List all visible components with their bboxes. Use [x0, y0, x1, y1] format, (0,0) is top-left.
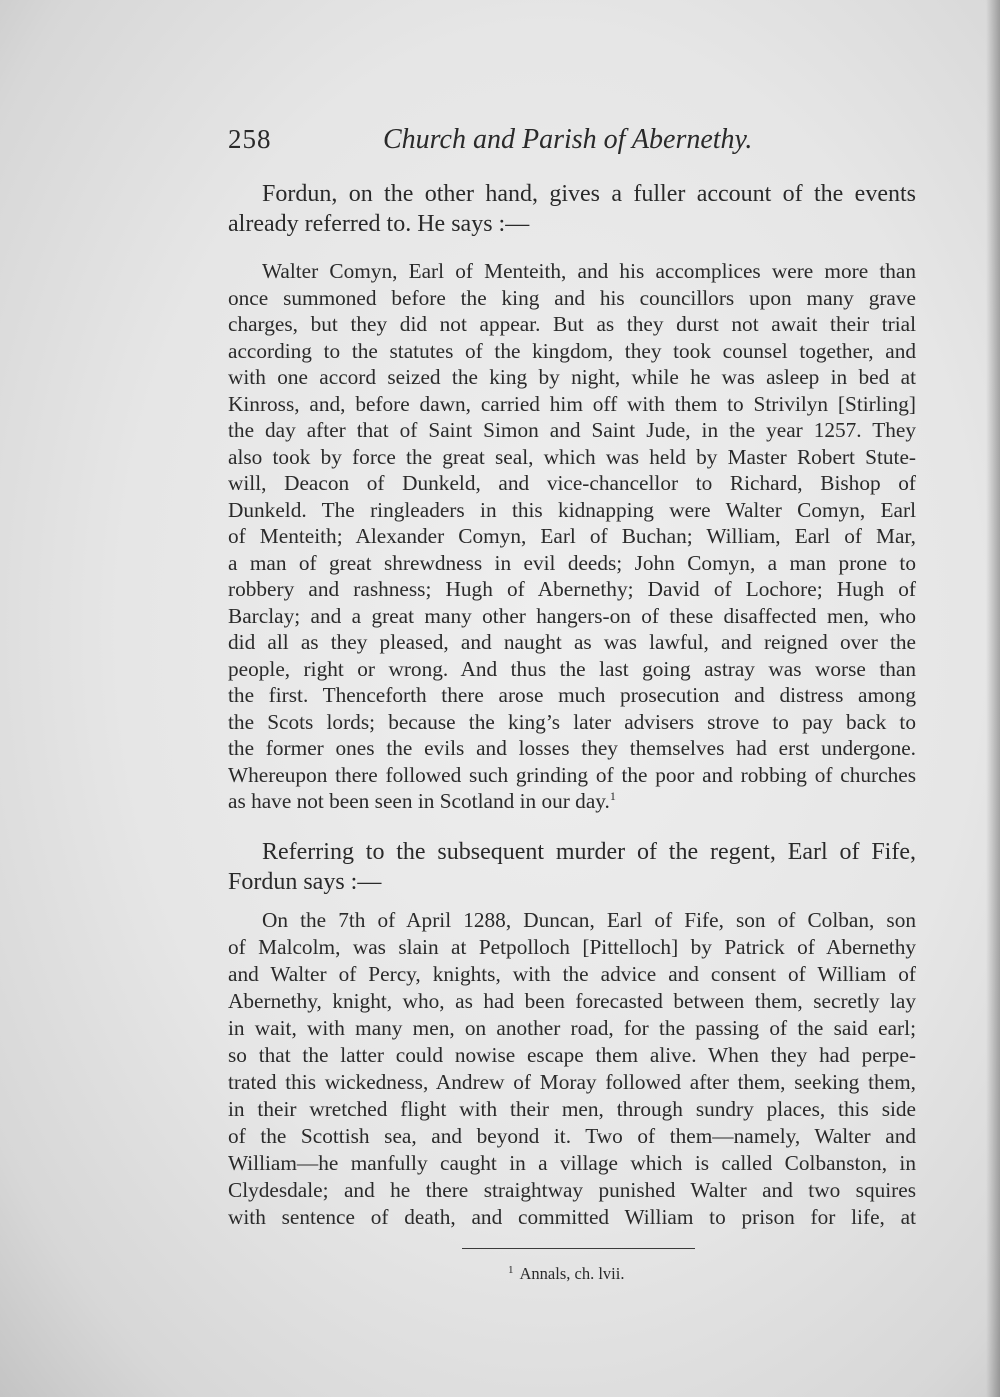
quote-line: also took by force the great seal, which was held by Master Robert Stute-	[228, 444, 916, 469]
quote-line: Kinross, and, before dawn, carried him off with them to Strivilyn [Stirling]	[228, 391, 916, 416]
quote-line: once summoned before the king and his councillors upon many grave	[228, 285, 916, 310]
quote-line: will, Deacon of Dunkeld, and vice-chancellor to Richard, Bishop of	[228, 471, 916, 495]
page-number: 258	[228, 124, 272, 154]
quote-line-text: as have not been seen in Scotland in our day.	[228, 789, 610, 814]
text-line: already referred to. He says :—	[228, 211, 530, 237]
footnote	[508, 1264, 624, 1284]
quote-line: with sentence of death, and committed William to prison for life, at	[228, 1205, 916, 1229]
quote-line: On the 7th of April 1288, Duncan, Earl of Fife, son of Colban, son	[262, 908, 916, 932]
quote-line: Barclay; and a great many other hangers-on of these disaffected men, who	[228, 603, 916, 628]
quote-line: of the Scottish sea, and beyond it. Two of them—namely, Walter and	[228, 1124, 916, 1148]
page-header	[228, 124, 918, 164]
text-line: Fordun says :—	[228, 869, 382, 895]
quote-line: Walter Comyn, Earl of Menteith, and his accomplices were more than	[262, 259, 916, 283]
footnote-text: Annals, ch. lvii.	[519, 1264, 625, 1283]
quote-line: the day after that of Saint Simon and Saint Jude, in the year 1257. They	[228, 418, 916, 442]
quote-line: according to the statutes of the kingdom, they took counsel together, and	[228, 338, 916, 363]
quote-line: in their wretched flight with their men, through sundry places, this side	[228, 1097, 916, 1121]
quote-line: of Menteith; Alexander Comyn, Earl of Buchan; William, Earl of Mar,	[228, 524, 916, 548]
quote-line: trated this wickedness, Andrew of Moray followed after them, seeking them,	[228, 1070, 916, 1094]
running-title: Church and Parish of Abernethy.	[383, 124, 753, 155]
quote-line: with one accord seized the king by night, while he was asleep in bed at	[228, 365, 916, 389]
quote-line: in wait, with many men, on another road, for the passing of the said earl;	[228, 1016, 916, 1040]
footnote-marker: 1	[508, 1264, 514, 1276]
quote-line: the former ones the evils and losses they themselves had erst undergone.	[228, 736, 916, 760]
quote-line: charges, but they did not appear. But as they durst not await their trial	[228, 312, 916, 336]
quote-line: did all as they pleased, and naught as was lawful, and reigned over the	[228, 630, 916, 654]
text-line: Referring to the subsequent murder of the regent, Earl of Fife,	[262, 839, 916, 865]
quote-line: so that the latter could nowise escape them alive. When they had perpe-	[228, 1043, 916, 1067]
quote-line: Dunkeld. The ringleaders in this kidnapping were Walter Comyn, Earl	[228, 497, 916, 522]
quote-line: a man of great shrewdness in evil deeds; John Comyn, a man prone to	[228, 550, 916, 575]
quote-line: of Malcolm, was slain at Petpolloch [Pittelloch] by Patrick of Abernethy	[228, 935, 916, 959]
quote-line: Clydesdale; and he there straightway punished Walter and two squires	[228, 1178, 916, 1202]
quote-line: people, right or wrong. And thus the last going astray was worse than	[228, 656, 916, 681]
footnote-reference: 1	[609, 789, 616, 803]
quote-line: robbery and rashness; Hugh of Abernethy; David of Lochore; Hugh of	[228, 577, 916, 601]
quote-line: William—he manfully caught in a village which is called Colbanston, in	[228, 1151, 916, 1175]
quote-line: Abernethy, knight, who, as had been forecasted between them, secretly lay	[228, 989, 916, 1013]
quote-line	[228, 789, 916, 814]
footnote-rule	[462, 1248, 695, 1249]
quote-line: the Scots lords; because the king’s later advisers strove to pay back to	[228, 709, 916, 734]
quote-line: Whereupon there followed such grinding of the poor and robbing of churches	[228, 762, 916, 787]
quote-line: the first. Thenceforth there arose much prosecution and distress among	[228, 683, 916, 707]
text-line: Fordun, on the other hand, gives a fuller account of the events	[262, 181, 916, 207]
quote-line: and Walter of Percy, knights, with the advice and consent of William of	[228, 962, 916, 986]
